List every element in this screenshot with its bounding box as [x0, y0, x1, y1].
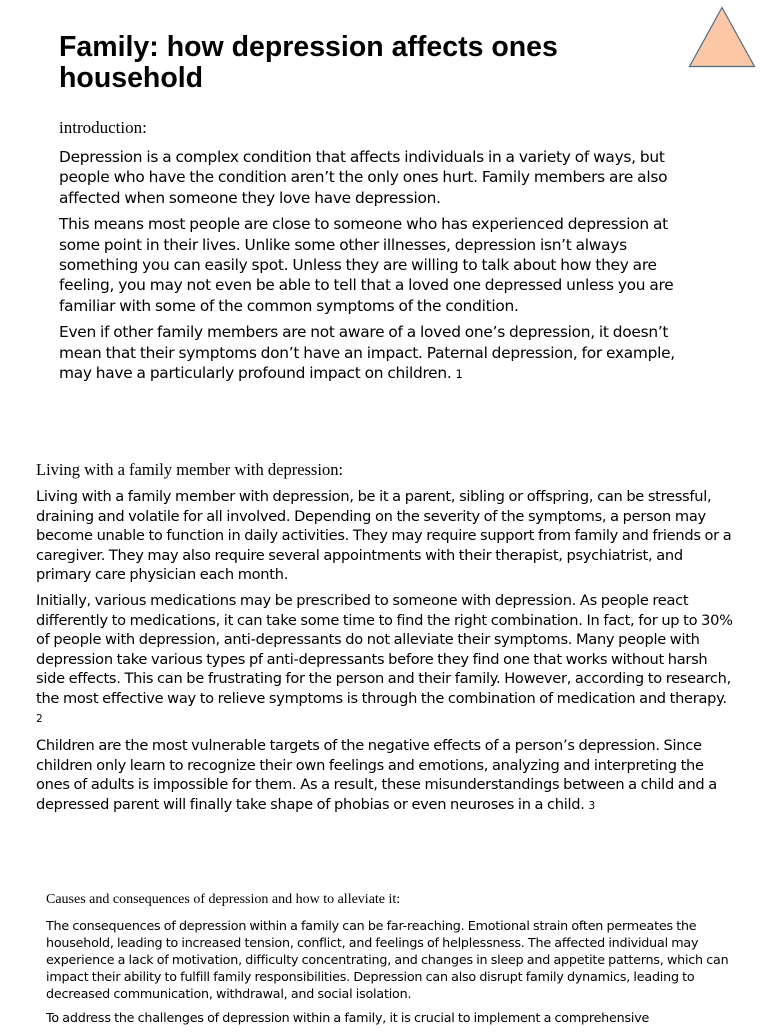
paragraph: [59, 322, 707, 385]
paragraph: [59, 147, 707, 208]
paragraph-text: Living with a family member with depression, be it a parent, sibling or offspring, can be stressful, draining and volatile for all involved. Depending on the severity of the symptoms, a person may become unable to function in daily activities. They may require support from family and friends or a caregiver. They may also require several appointments with their therapist, psychiatrist, and primary care physician each month.: [36, 488, 732, 583]
paragraph-text: Even if other family members are not aware of a loved one’s depression, it doesn’t mean that their symptoms don’t have an impact. Paternal depression, for example, may have a particularly profound impact on children.: [59, 323, 675, 382]
paragraph: [46, 1009, 736, 1026]
footnote-marker: 1: [455, 367, 463, 381]
paragraph-text: To address the challenges of depression within a family, it is crucial to implement a comprehensive: [46, 1010, 650, 1025]
triangle-shape: [688, 6, 756, 68]
paragraph: [59, 214, 707, 315]
paragraph-text: Depression is a complex condition that affects individuals in a variety of ways, but people who have the condition aren’t the only ones hurt. Family members are also affected when someone they love have depression.: [59, 148, 668, 207]
paragraph: [36, 736, 736, 816]
footnote-marker: 2: [36, 713, 43, 725]
paragraph-text: This means most people are close to someone who has experienced depression at some point in their lives. Unlike some other illnesses, depression isn’t always something you can easily spot. Unless they are willing to talk about how they are feeling, you may not even be able to tell that a loved one depressed unless you are familiar with some of the common symptoms of the condition.: [59, 215, 674, 315]
page-title: Family: how depression affects ones household: [59, 31, 558, 94]
section-heading: introduction:: [59, 118, 147, 137]
paragraph: [36, 591, 736, 730]
section-living-with-family-member: [36, 460, 736, 823]
paragraph-text: The consequences of depression within a family can be far-reaching. Emotional strain often permeates the household, leading to increased tension, conflict, and feelings of helplessness. The affected individual may experience a lack of motivation, difficulty concentrating, and changes in sleep and appetite patterns, which can impact their ability to fulfill family responsibilities. Depression can also disrupt family dynamics, leading to decreased communication, withdrawal, and social isolation.: [46, 918, 729, 1001]
paragraph: [46, 917, 736, 1002]
section-causes-and-consequences: [46, 891, 736, 1033]
section-introduction: [59, 118, 707, 392]
section-heading: Living with a family member with depression:: [36, 460, 344, 479]
paragraph: [36, 487, 736, 585]
paragraph-text: Initially, various medications may be prescribed to someone with depression. As people react differently to medications, it can take some time to find the right combination. In fact, for up to 30% of people with depression, anti-depressants do not alleviate their symptoms. Many people with depression take various types pf anti-depressants before they find one that works without harsh side effects. This can be frustrating for the person and their family. However, according to research, the most effective way to relieve symptoms is through the combination of medication and therapy.: [36, 592, 733, 707]
triangle-polygon: [690, 8, 755, 67]
paragraph-text: Children are the most vulnerable targets of the negative effects of a person’s depression. Since children only learn to recognize their own feelings and emotions, analyzing and interpreting the ones of adults is impossible for them. As a result, these misunderstandings between a child and a depressed parent will finally take shape of phobias or even neuroses in a child.: [36, 737, 717, 813]
section-heading: Causes and consequences of depression and how to alleviate it:: [46, 892, 401, 907]
footnote-marker: 3: [588, 799, 596, 812]
